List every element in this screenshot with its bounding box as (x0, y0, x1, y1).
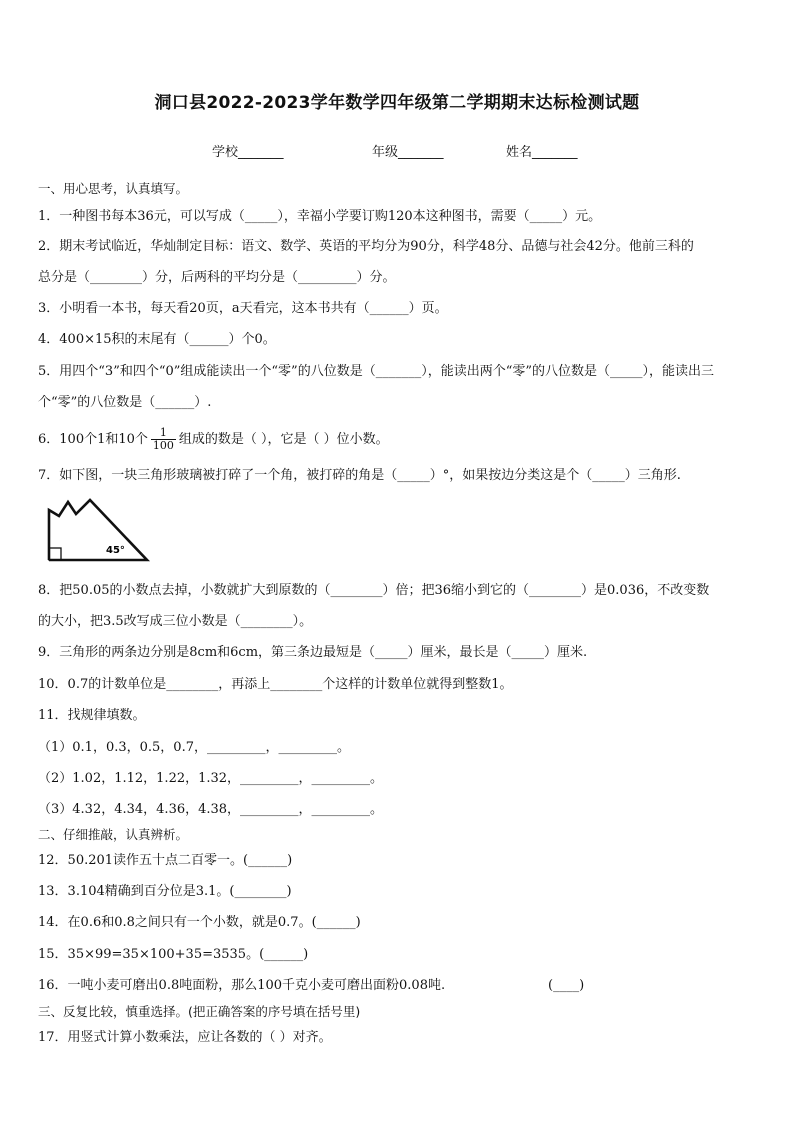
question-6 (38, 426, 389, 454)
question-6-prefix: 6．100个1和10个 (38, 432, 148, 447)
question-2-line-1: 2．期末考试临近，华灿制定目标：语文、数学、英语的平均分为90分，科学48分、品德与社会42分。他前三科的 (38, 239, 694, 254)
fraction-denominator: 100 (152, 439, 174, 452)
section-2-heading: 二、仔细推敲，认真辨析。 (38, 827, 189, 842)
question-16: 16．一吨小麦可磨出0.8吨面粉，那么100千克小麦可磨出面粉0.08吨. (38, 978, 446, 993)
question-12: 12．50.201读作五十点二百零一。(______) (38, 853, 293, 868)
question-6-suffix: 组成的数是（ ），它是（ ）位小数。 (178, 432, 389, 447)
name-field: 姓名_______ (506, 145, 578, 160)
grade-field: 年级_______ (372, 145, 444, 160)
question-15: 15．35×99=35×100+35=3535。(______) (38, 947, 309, 962)
question-5-line-2: 个“零”的八位数是（______）. (38, 395, 212, 410)
question-10: 10．0.7的计数单位是________，再添上________个这样的计数单位就得到整数1。 (38, 677, 513, 692)
question-8-line-2: 的大小，把3.5改写成三位小数是（________）。 (38, 614, 313, 629)
triangle-outline (49, 500, 147, 560)
question-13: 13．3.104精确到百分位是3.1。(________) (38, 884, 292, 899)
broken-triangle-figure (44, 496, 152, 564)
school-field: 学校_______ (212, 145, 284, 160)
question-4: 4．400×15积的末尾有（______）个0。 (38, 332, 276, 347)
section-1-heading: 一、用心思考，认真填写。 (38, 181, 189, 196)
question-11: 11．找规律填数。 (38, 708, 146, 723)
question-3: 3．小明看一本书，每天看20页，a天看完，这本书共有（______）页。 (38, 301, 448, 316)
question-14: 14．在0.6和0.8之间只有一个小数，就是0.7。(______) (38, 915, 361, 930)
page-title: 洞口县2022-2023学年数学四年级第二学期期末达标检测试题 (154, 93, 640, 113)
question-11-part-1: （1）0.1，0.3，0.5，0.7，_________，_________。 (38, 740, 350, 755)
question-11-part-3: （3）4.32，4.34，4.36，4.38，_________，_________。 (38, 802, 384, 817)
question-5-line-1: 5．用四个“3”和四个“0”组成能读出一个“零”的八位数是（_______），能读出两个“零”的八位数是（_____），能读出三 (38, 364, 714, 379)
question-9: 9．三角形的两条边分别是8cm和6cm，第三条边最短是（_____）厘米，最长是（_____）厘米. (38, 645, 588, 660)
fraction (151, 427, 176, 452)
question-11-part-2: （2）1.02，1.12，1.22，1.32，_________，_________。 (38, 771, 384, 786)
question-16-blank: (____) (548, 978, 585, 993)
question-2-line-2: 总分是（________）分，后两科的平均分是（_________）分。 (38, 270, 396, 285)
question-1: 1．一种图书每本36元，可以写成（_____），幸福小学要订购120本这种图书，需要（_____）元。 (38, 209, 602, 224)
fraction-numerator: 1 (151, 427, 176, 440)
question-7: 7．如下图，一块三角形玻璃被打碎了一个角，被打碎的角是（_____）°，如果按边分类这是个（_____）三角形. (38, 468, 681, 483)
right-angle-mark (49, 548, 61, 560)
angle-label: 45° (106, 545, 125, 556)
question-17: 17．用竖式计算小数乘法，应让各数的（ ）对齐。 (38, 1030, 332, 1045)
section-3-heading: 三、反复比较，慎重选择。(把正确答案的序号填在括号里) (38, 1004, 361, 1019)
question-8-line-1: 8．把50.05的小数点去掉，小数就扩大到原数的（________）倍；把36缩小到它的（________）是0.036，不改变数 (38, 583, 710, 598)
